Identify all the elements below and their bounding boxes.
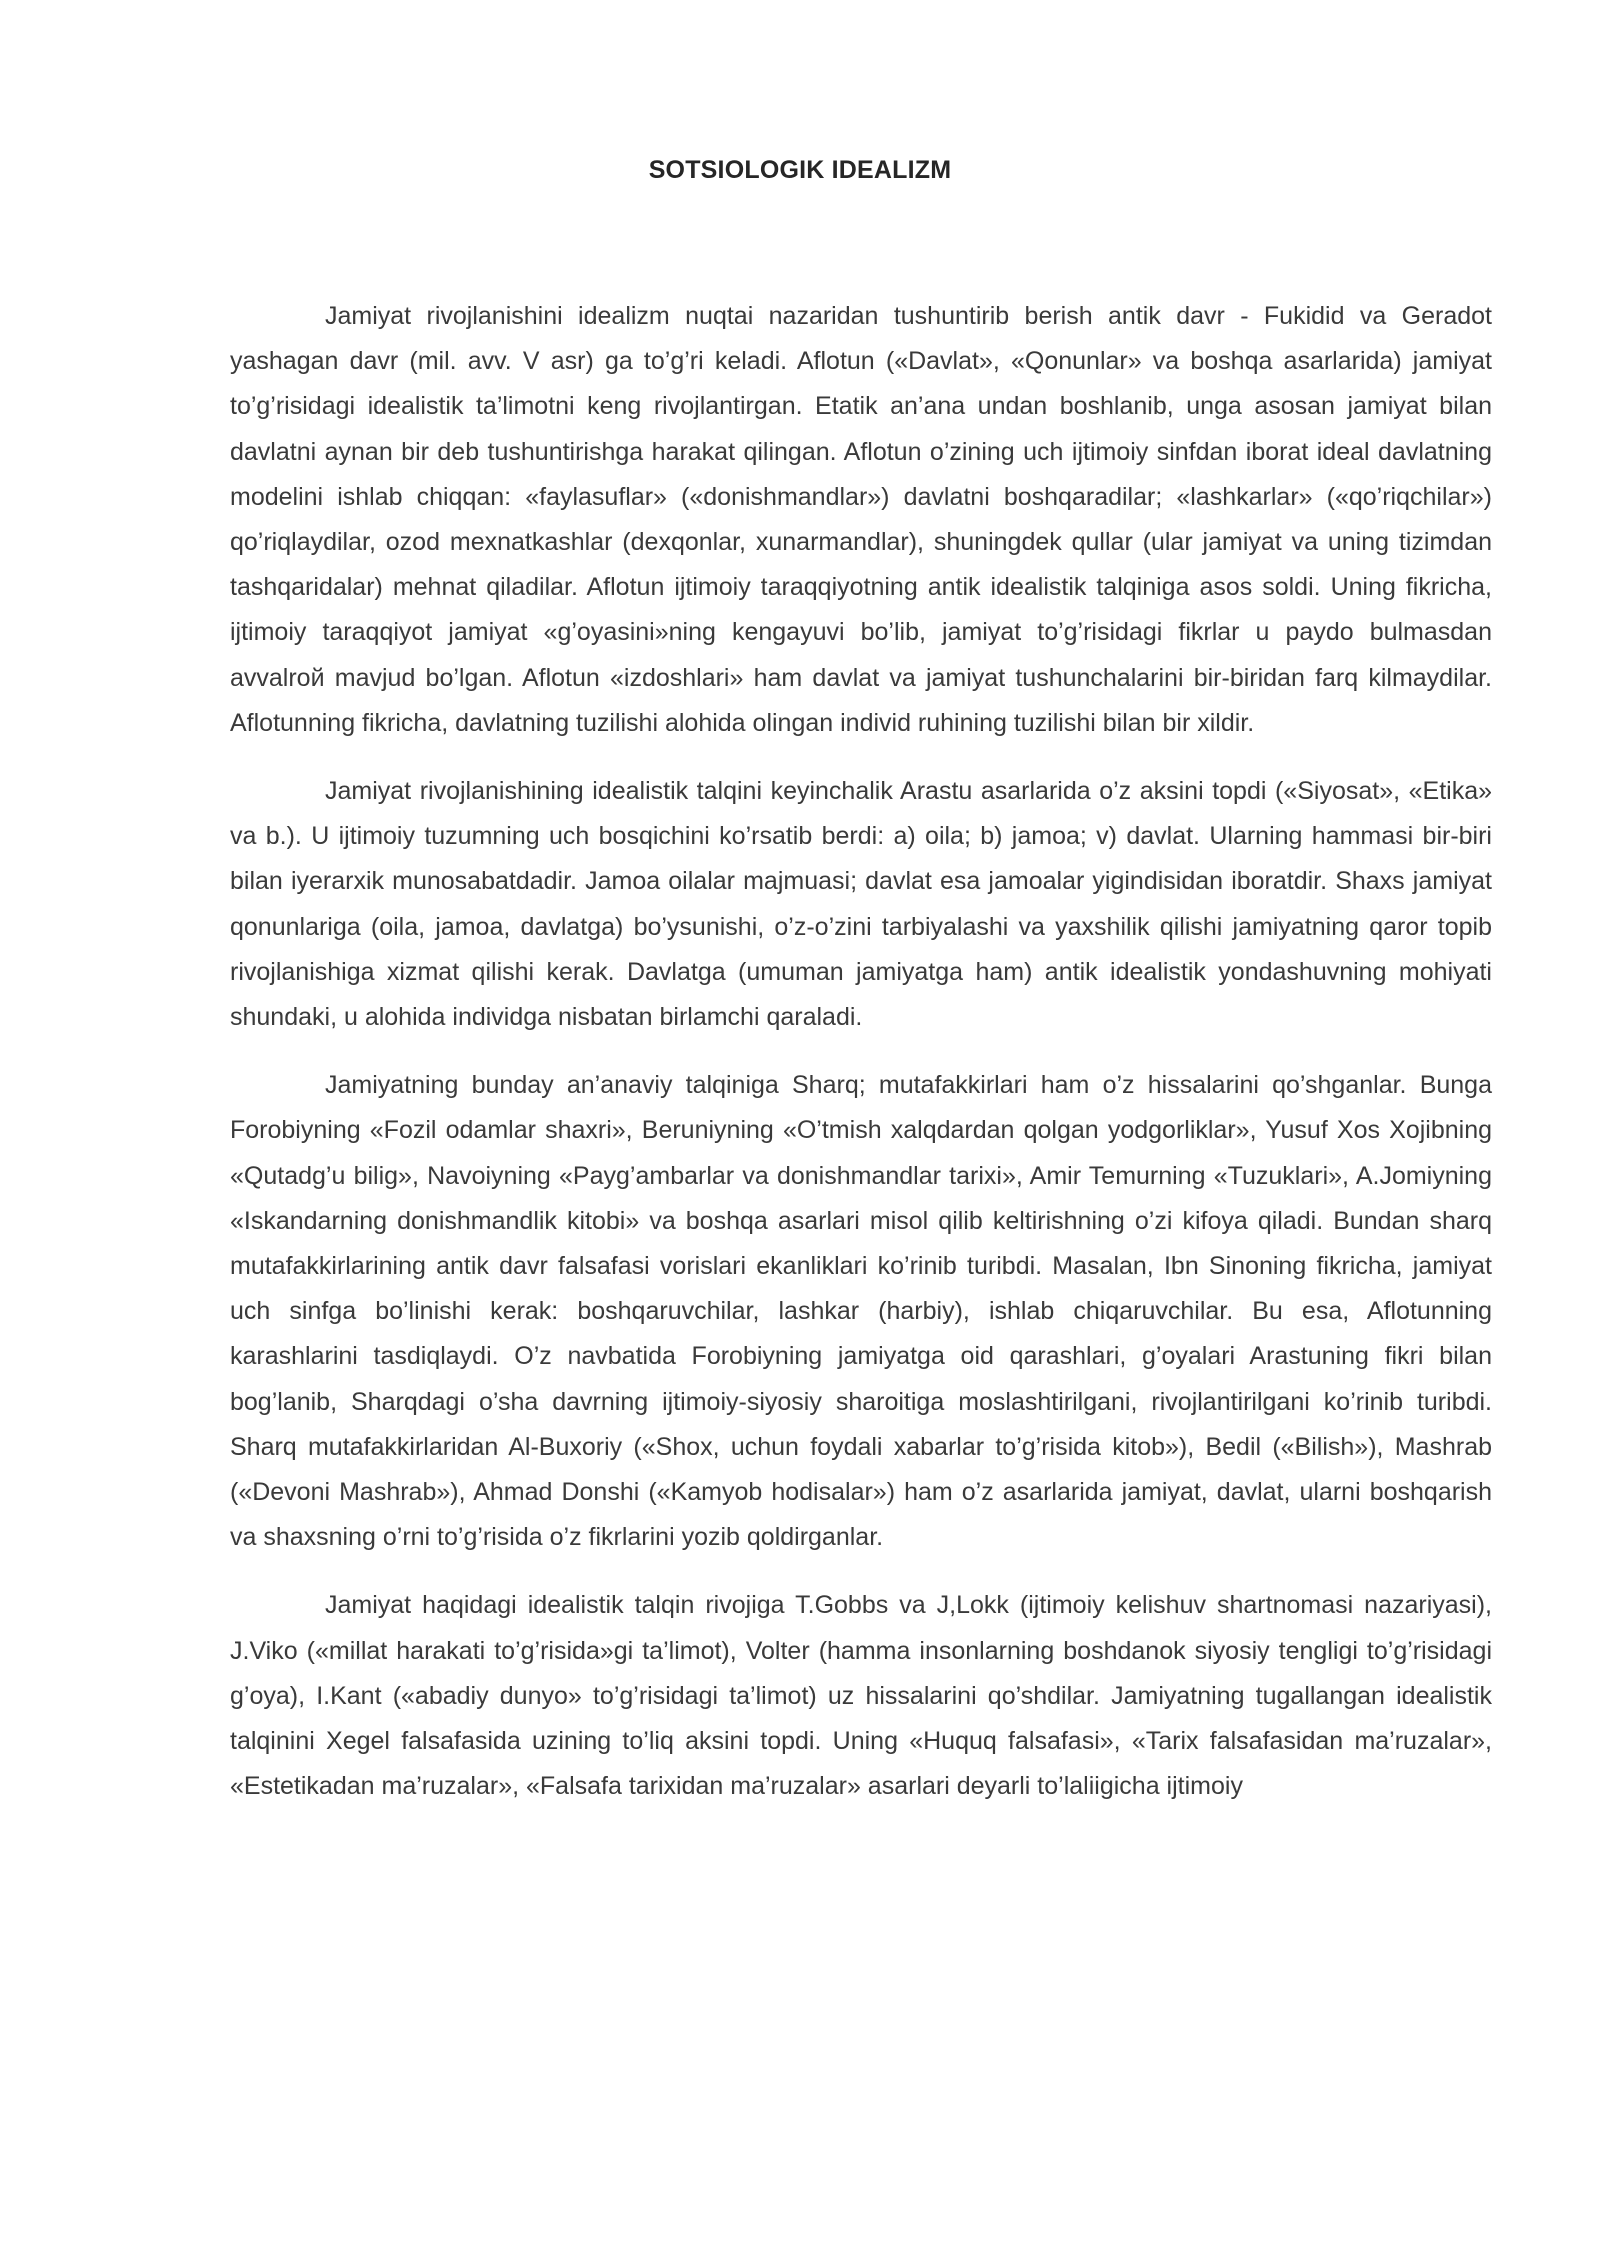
paragraph-1: Jamiyat rivojlanishini idealizm nuqtai nazaridan tushuntirib berish antik davr - Fukidid va Geradot yashagan davr (mil. avv. V asr) ga to’g’ri keladi. Aflotun («Davlat», «Qonunlar» va boshqa asarlarida) jamiyat to’g’risidagi idealistik ta’limotni keng rivojlantirgan. Etatik an’ana undan boshlanib, unga asosan jamiyat bilan davlatni aynan bir deb tushuntirishga harakat qilingan. Aflotun o’zining uch ijtimoiy sinfdan iborat ideal davlatning modelini ishlab chiqqan: «faylasuflar» («donishmandlar») davlatni boshqaradilar; «lashkarlar» («qo’riqchilar») qo’riqlaydilar, ozod mexnatkashlar (dexqonlar, xunarmandlar), shuningdek qullar (ular jamiyat va uning tizimdan tashqaridalar) mehnat qiladilar. Aflotun ijtimoiy taraqqiyotning antik idealistik talqiniga asos soldi. Uning fikricha, ijtimoiy taraqqiyot jamiyat «g’oyasini»ning kengayuvi bo’lib, jamiyat to’g’risidagi fikrlar u paydo bulmasdan avvalroй mavjud bo’lgan. Aflotun «izdoshlari» ham davlat va jamiyat tushunchalarini bir-biridan farq kilmaydilar. Aflotunning fikricha, davlatning tuzilishi alohida olingan individ ruhining tuzilishi bilan bir xildir. bbox=[230, 302, 1492, 737]
paragraph-4: Jamiyat haqidagi idealistik talqin rivojiga T.Gobbs va J,Lokk (ijtimoiy kelishuv shartnomasi nazariyasi), J.Viko («millat harakati to’g’risida»gi ta’limot), Volter (hamma insonlarning boshdanok siyosiy tengligi to’g’risidagi g’oya), I.Kant («abadiy dunyo» to’g’risidagi ta’limot) uz hissalarini qo’shdilar. Jamiyatning tugallangan idealistik talqinini Xegel falsafasida uzining to’liq aksini topdi. Uning «Huquq falsafasi», «Tarix falsafasidan ma’ruzalar», «Estetikadan ma’ruzalar», «Falsafa tarixidan ma’ruzalar» asarlari deyarli to’laliigicha ijtimoiy bbox=[230, 1591, 1492, 1801]
document-body bbox=[230, 294, 1492, 1833]
paragraph-2: Jamiyat rivojlanishining idealistik talqini keyinchalik Arastu asarlarida o’z aksini topdi («Siyosat», «Etika» va b.). U ijtimoiy tuzumning uch bosqichini ko’rsatib berdi: a) oila; b) jamoa; v) davlat. Ularning hammasi bir-biri bilan iyerarxik munosabatdadir. Jamoa oilalar majmuasi; davlat esa jamoalar yigindisidan iboratdir. Shaxs jamiyat qonunlariga (oila, jamoa, davlatga) bo’ysunishi, o’z-o’zini tarbiyalashi va yaxshilik qilishi jamiyatning qaror topib rivojlanishiga xizmat qilishi kerak. Davlatga (umuman jamiyatga ham) antik idealistik yondashuvning mohiyati shundaki, u alohida individga nisbatan birlamchi qaraladi. bbox=[230, 777, 1492, 1032]
document-title: SOTSIOLOGIK IDEALIZM bbox=[648, 156, 952, 184]
paragraph-3: Jamiyatning bunday an’anaviy talqiniga Sharq; mutafakkirlari ham o’z hissalarini qo’shganlar. Bunga Forobiyning «Fozil odamlar shaxri», Beruniyning «O’tmish xalqdardan qolgan yodgorliklar», Yusuf Xos Xojibning «Qutadg’u bilig», Navoiyning «Payg’ambarlar va donishmandlar tarixi», Amir Temurning «Tuzuklari», A.Jomiyning «Iskandarning donishmandlik kitobi» va boshqa asarlari misol qilib keltirishning o’zi kifoya qiladi. Bundan sharq mutafakkirlarining antik davr falsafasi vorislari ekanliklari ko’rinib turibdi. Masalan, Ibn Sinoning fikricha, jamiyat uch sinfga bo’linishi kerak: boshqaruvchilar, lashkar (harbiy), ishlab chiqaruvchilar. Bu esa, Aflotunning karashlarini tasdiqlaydi. O’z navbatida Forobiyning jamiyatga oid qarashlari, g’oyalari Arastuning fikri bilan bog’lanib, Sharqdagi o’sha davrning ijtimoiy-siyosiy sharoitiga moslashtirilgani, rivojlantirilgani ko’rinib turibdi. Sharq mutafakkirlaridan Al-Buxoriy («Shox, uchun foydali xabarlar to’g’risida kitob»), Bedil («Bilish»), Mashrab («Devoni Mashrab»), Ahmad Donshi («Kamyob hodisalar») ham o’z asarlarida jamiyat, davlat, ularni boshqarish va shaxsning o’rni to’g’risida o’z fikrlarini yozib qoldirganlar. bbox=[230, 1071, 1492, 1552]
